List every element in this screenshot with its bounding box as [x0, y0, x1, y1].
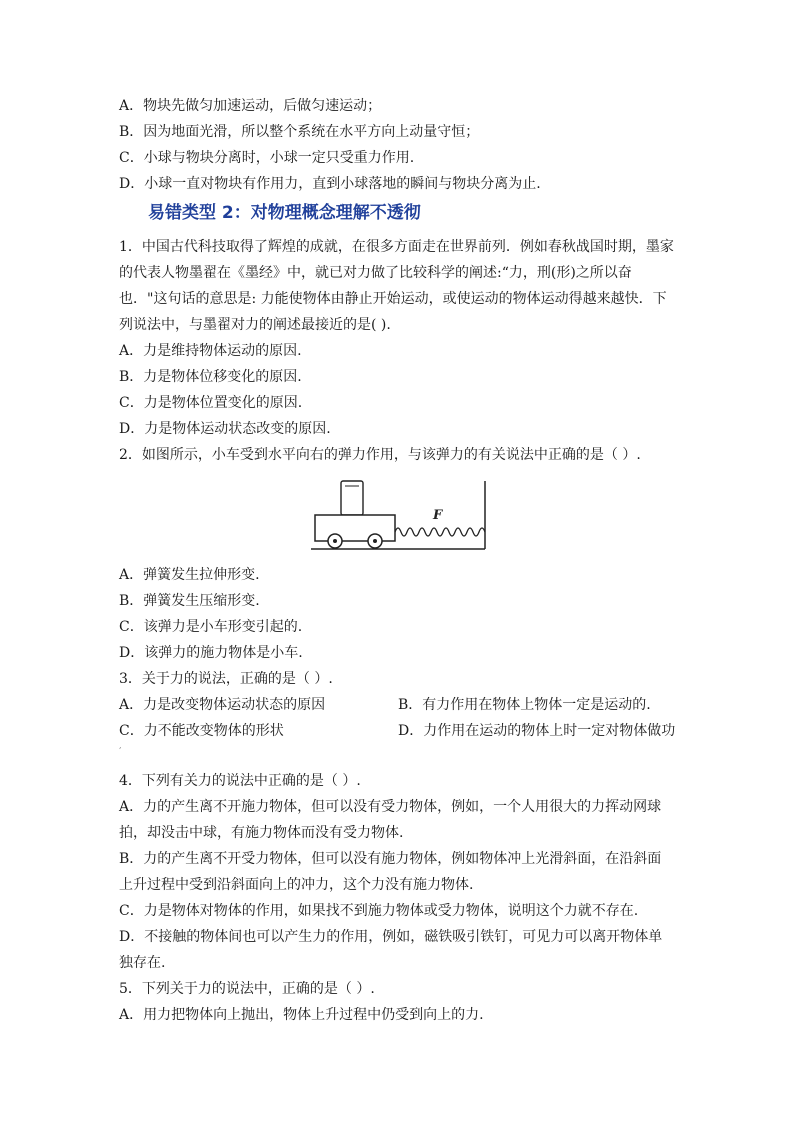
- q3-option-b: B．有力作用在物体上物体一定是运动的.: [398, 697, 651, 713]
- q3-stem: 3．关于力的说法，正确的是（ ）.: [119, 671, 333, 687]
- q4-option-line: A．力的产生离不开施力物体，但可以没有受力物体，例如，一个人用很大的力挥动网球: [119, 799, 662, 815]
- q4-option-line: B．力的产生离不开受力物体，但可以没有施力物体，例如物体冲上光滑斜面，在沿斜面: [119, 851, 662, 867]
- q5-option-a: A．用力把物体向上抛出，物体上升过程中仍受到向上的力.: [119, 1007, 484, 1023]
- q4-option-line: C．力是物体对物体的作用，如果找不到施力物体或受力物体，说明这个力就不存在.: [119, 903, 639, 919]
- section-title: 易错类型 2：对物理概念理解不透彻: [148, 203, 421, 223]
- q2-option-c: C．该弹力是小车形变引起的.: [119, 619, 303, 635]
- q3-option-d: D．力作用在运动的物体上时一定对物体做功: [398, 723, 676, 739]
- q4-option-line: 拍，却没击中球，有施力物体而没有受力物体.: [119, 825, 404, 841]
- q5-stem: 5．下列关于力的说法中，正确的是（ ）.: [119, 981, 375, 997]
- prev-option-a: A．物块先做匀加速运动，后做匀速运动；: [119, 98, 382, 114]
- q1-stem-line: 也．"这句话的意思是: 力能使物体由静止开始运动，或使运动的物体运动得越来越快．下: [119, 291, 667, 307]
- q4-stem: 4．下列有关力的说法中正确的是（ ）.: [119, 773, 361, 789]
- prev-option-c: C．小球与物块分离时，小球一定只受重力作用.: [119, 150, 415, 166]
- prev-option-d: D．小球一直对物块有作用力，直到小球落地的瞬间与物块分离为止.: [119, 176, 541, 192]
- q4-option-line: D．不接触的物体间也可以产生力的作用，例如，磁铁吸引铁钉，可见力可以离开物体单: [119, 929, 663, 945]
- q1-stem-line: 1．中国古代科技取得了辉煌的成就，在很多方面走在世界前列．例如春秋战国时期，墨家: [119, 239, 674, 255]
- q4-option-line: 独存在.: [119, 955, 166, 971]
- cart-spring-figure: [309, 477, 491, 555]
- q2-option-b: B．弹簧发生压缩形变.: [119, 593, 260, 609]
- q1-stem-line: 的代表人物墨翟在《墨经》中，就已对力做了比较科学的阐述:“力，刑(形)之所以奋: [119, 265, 632, 281]
- cart-body: [315, 515, 395, 541]
- paragraph-mark: ,: [119, 741, 122, 750]
- q3-option-a: A．力是改变物体运动状态的原因: [119, 697, 326, 713]
- q1-option-c: C．力是物体位置变化的原因.: [119, 395, 303, 411]
- q1-option-a: A．力是维持物体运动的原因.: [119, 343, 302, 359]
- q3-option-c: C．力不能改变物体的形状: [119, 723, 284, 739]
- q4-option-line: 上升过程中受到沿斜面向上的冲力，这个力没有施力物体.: [119, 877, 474, 893]
- q2-option-d: D．该弹力的施力物体是小车.: [119, 645, 303, 661]
- q2-stem: 2．如图所示，小车受到水平向右的弹力作用，与该弹力的有关说法中正确的是（ ）.: [119, 447, 641, 463]
- prev-option-b: B．因为地面光滑，所以整个系统在水平方向上动量守恒；: [119, 124, 480, 140]
- force-label: F: [433, 508, 443, 523]
- spring-coil: [395, 528, 485, 536]
- q2-option-a: A．弹簧发生拉伸形变.: [119, 567, 260, 583]
- q1-option-d: D．力是物体运动状态改变的原因.: [119, 421, 331, 437]
- q1-stem-line: 列说法中，与墨翟对力的阐述最接近的是( ).: [119, 317, 391, 333]
- q1-option-b: B．力是物体位移变化的原因.: [119, 369, 302, 385]
